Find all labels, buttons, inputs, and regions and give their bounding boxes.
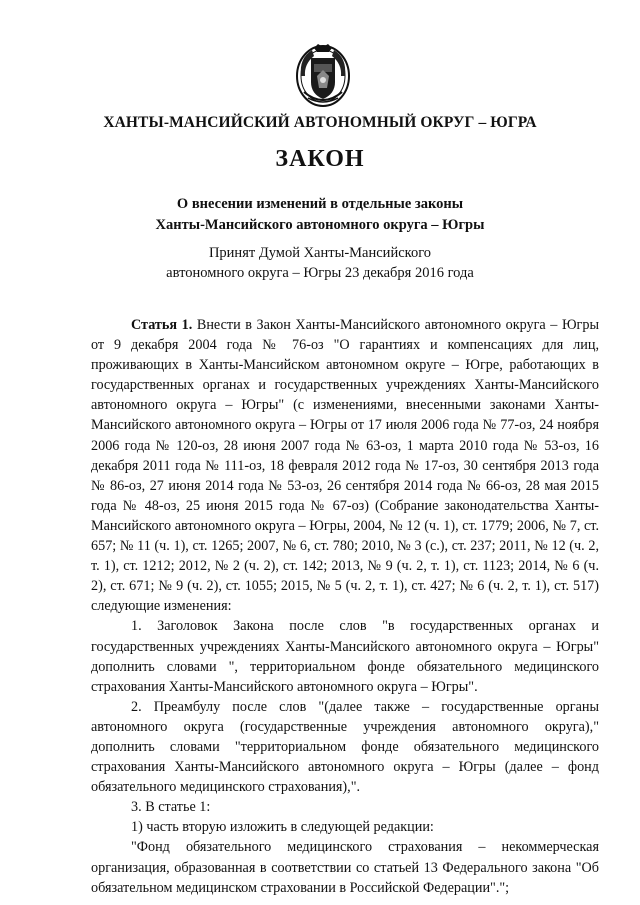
coat-of-arms-emblem xyxy=(294,42,352,108)
adoption-note-line: Принят Думой Ханты-Мансийского xyxy=(208,245,432,261)
list-item: 1. Заголовок Закона после слов "в государственных органах и государственных учреждениях Ханты-Мансийского автономного округа – Югры" дополнить словами ", территориальном фонде обязательного медицинского страхования Ханты-Мансийского автономного округа – Югры". xyxy=(91,618,599,695)
article-1-text: Внести в Закон Ханты-Мансийского автономного округа – Югры от 9 декабря 2004 года № 76-оз "О гарантиях и компенсациях для лиц, проживающих в Ханты-Мансийском автономном округе – Югре, работающих в государственных органах и государственных учреждениях Ханты-Мансийского автономного округа – Югры" (с изменениями, внесенными законами Ханты-Мансийского автономного округа – Югры от 17 июля 2006 года № 77-оз, 24 ноября 2006 года № 120-оз, 28 июня 2007 года № 63-оз, 1 марта 2010 года № 53-оз, 16 декабря 2011 года № 111-оз, 18 февраля 2012 года № 17-оз, 30 сентября 2013 года № 86-оз, 27 июня 2014 года № 53-оз, 26 сентября 2014 года № 66-оз, 28 мая 2015 года № 48-оз, 25 июня 2015 года № 67-оз) (Собрание законодательства Ханты-Мансийского автономного округа – Югры, 2004, № 12 (ч. 1), ст. 1779; 2006, № 7, ст. 657; № 11 (ч. 1), ст. 1265; 2007, № 6, ст. 780; 2010, № 3 (с.), ст. 237; 2011, № 12 (ч. 2, т. 1), ст. 1212; 2012, № 2 (ч. 2), ст. 142; 2013, № 9 (ч. 2, т. 1), ст. 1123; 2014, № 6 (ч. 2), ст. 671; № 9 (ч. 2), ст. 1055; 2015, № 5 (ч. 2, т. 1), ст. 427; № 6 (ч. 2, т. 1), ст. 517) следующие изменения: xyxy=(91,317,599,615)
adoption-note xyxy=(0,243,640,283)
list-item: "Фонд обязательного медицинского страхования – некоммерческая организация, образованная в соответствии со статьей 13 Федерального закона "Об обязательном медицинском страховании в Российской Федерации"."; xyxy=(91,839,599,896)
list-item: 1) часть вторую изложить в следующей редакции: xyxy=(131,819,434,836)
law-body xyxy=(91,315,599,898)
article-1-paragraph xyxy=(91,315,599,616)
article-heading: Статья 1. xyxy=(131,317,193,333)
list-item: 2. Преамбулу после слов "(далее также – государственные органы автономного округа (государственные учреждения автономного округа)," дополнить словами "территориальном фонде обязательного медицинского страхования Ханты-Мансийского автономного округа – Югры (далее – фонд обязательного медицинского страхования),". xyxy=(91,698,599,796)
list-item: 3. В статье 1: xyxy=(131,799,211,816)
region-title: ХАНТЫ-МАНСИЙСКИЙ АВТОНОМНЫЙ ОКРУГ – ЮГРА xyxy=(103,114,537,131)
law-subject xyxy=(0,194,640,236)
document-type-heading: ЗАКОН xyxy=(275,146,365,172)
law-subject-line: О внесении изменений в отдельные законы xyxy=(176,196,464,212)
law-subject-line: Ханты-Мансийского автономного округа – Югры xyxy=(155,217,485,233)
adoption-note-line: автономного округа – Югры 23 декабря 2016 года xyxy=(166,265,474,281)
